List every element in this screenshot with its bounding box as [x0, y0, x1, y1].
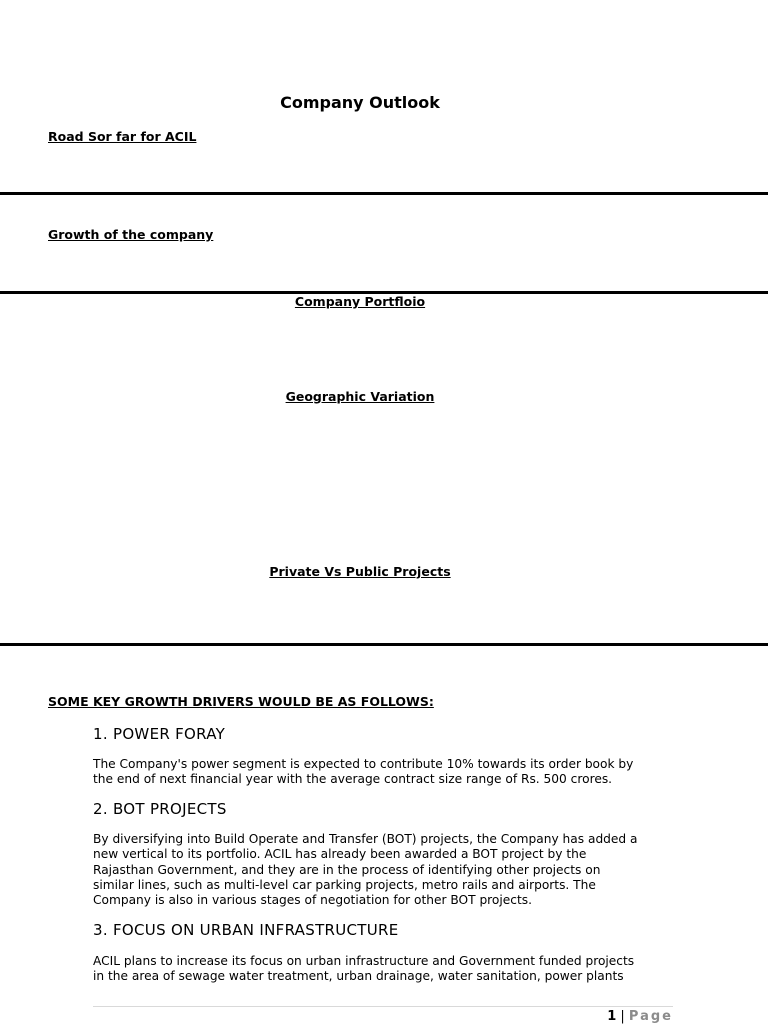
page-title: Company Outlook: [280, 93, 440, 112]
heading-geographic-variation: Geographic Variation: [285, 389, 435, 404]
section-title-power-foray: 1. POWER FORAY: [93, 725, 226, 743]
section-title-urban-infrastructure: 3. FOCUS ON URBAN INFRASTRUCTURE: [93, 921, 399, 939]
horizontal-rule: [0, 192, 768, 195]
paragraph-line: the end of next financial year with the average contract size range of Rs. 500 crores.: [93, 772, 613, 787]
footer-divider: [93, 1006, 673, 1007]
heading-growth-drivers: SOME KEY GROWTH DRIVERS WOULD BE AS FOLLOWS:: [48, 694, 434, 709]
heading-private-vs-public: Private Vs Public Projects: [269, 564, 451, 579]
paragraph-line: The Company's power segment is expected to contribute 10% towards its order book by: [93, 757, 634, 771]
heading-company-portfolio: Company Portfloio: [294, 294, 426, 309]
horizontal-rule: [0, 643, 768, 646]
heading-road-so-far: Road Sor far for ACIL: [48, 129, 197, 144]
paragraph-line: similar lines, such as multi-level car parking projects, metro rails and airports. The: [93, 877, 596, 892]
section-paragraph: [93, 832, 693, 908]
paragraph-line: By diversifying into Build Operate and Transfer (BOT) projects, the Company has added a: [93, 832, 638, 846]
section-title-bot-projects: 2. BOT PROJECTS: [93, 800, 227, 818]
paragraph-line: Company is also in various stages of negotiation for other BOT projects.: [93, 893, 532, 908]
page-separator: |: [616, 1009, 629, 1024]
paragraph-line: ACIL plans to increase its focus on urban infrastructure and Government funded projects: [93, 954, 635, 968]
paragraph-line: new vertical to its portfolio. ACIL has already been awarded a BOT project by the: [93, 847, 587, 862]
page-footer: [607, 1009, 673, 1024]
paragraph-line: in the area of sewage water treatment, urban drainage, water sanitation, power plants: [93, 969, 624, 984]
page-number: 1: [607, 1009, 617, 1024]
heading-growth: Growth of the company: [48, 227, 214, 242]
paragraph-line: Rajasthan Government, and they are in the process of identifying other projects on: [93, 862, 601, 877]
section-paragraph: [93, 757, 693, 788]
section-paragraph: [93, 954, 693, 985]
page-label: Page: [628, 1009, 673, 1024]
